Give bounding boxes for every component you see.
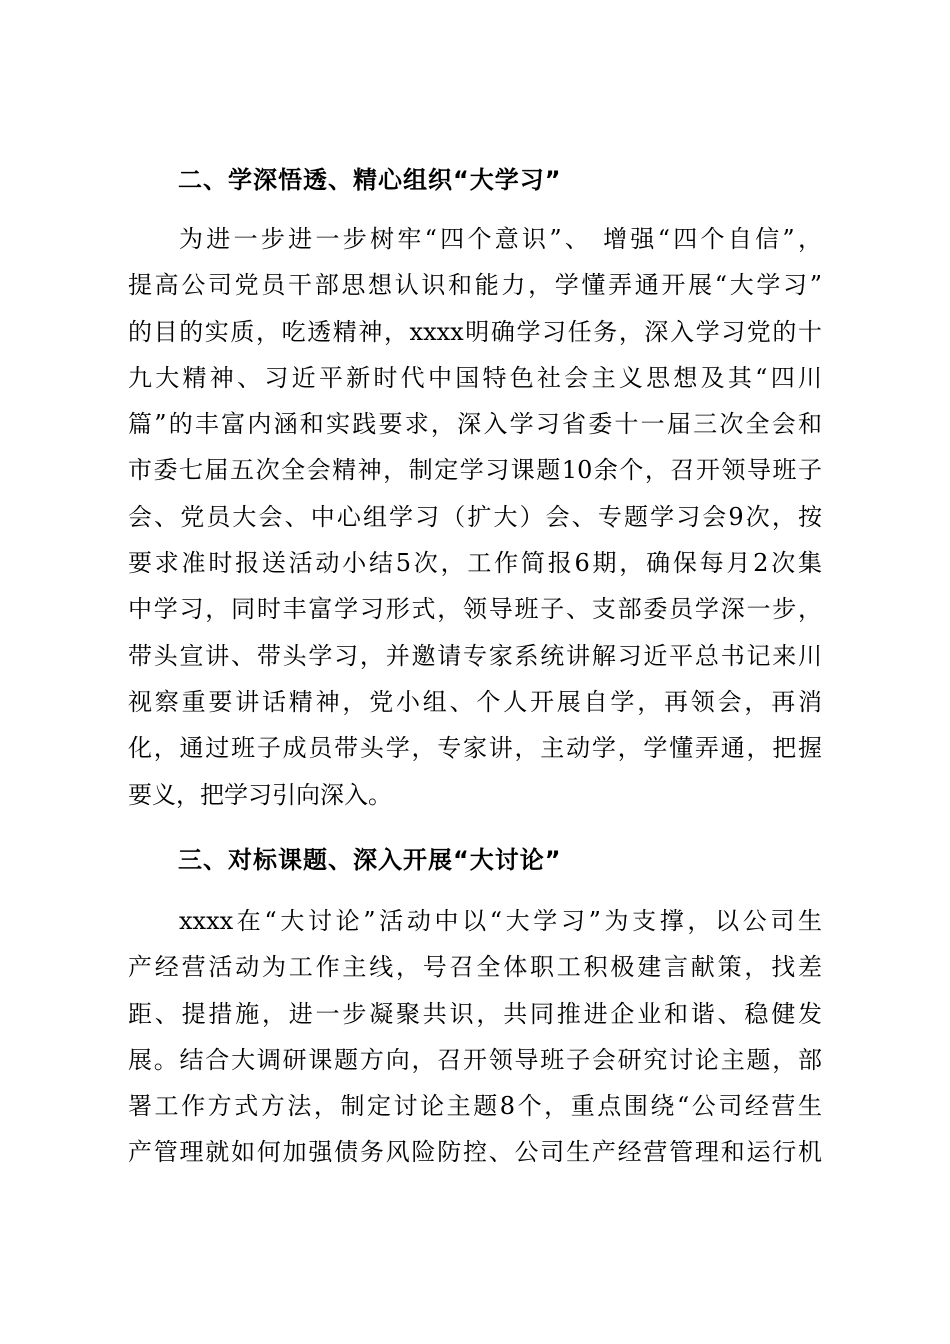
paragraph-line: 篇”的丰富内涵和实践要求，深入学习省委十一届三次全会和 <box>128 410 822 439</box>
paragraph-line: 展。结合大调研课题方向，召开领导班子会研究讨论主题，部 <box>128 1045 822 1074</box>
paragraph-line: 化，通过班子成员带头学，专家讲，主动学，学懂弄通，把握 <box>128 734 822 763</box>
section-3-paragraph <box>128 898 822 1176</box>
paragraph-line: 为进一步进一步树牢“四个意识”、 增强“四个自信”， <box>179 225 822 253</box>
paragraph-line: 署工作方式方法，制定讨论主题8个，重点围绕“公司经营生 <box>128 1092 822 1121</box>
paragraph-line: 产管理就如何加强债务风险防控、公司生产经营管理和运行机 <box>128 1138 822 1167</box>
paragraph-line: 要义，把学习引向深入。 <box>128 780 392 809</box>
paragraph-line: 市委七届五次全会精神，制定学习课题10余个，召开领导班子 <box>128 456 822 485</box>
section-2-heading: 二、学深悟透、精心组织“大学习” <box>178 166 562 194</box>
paragraph-line: xxxx在“大讨论”活动中以“大学习”为支撑，以公司生 <box>179 907 822 935</box>
paragraph-line: 中学习，同时丰富学习形式，领导班子、支部委员学深一步， <box>128 595 822 624</box>
paragraph-line: 距、提措施，进一步凝聚共识，共同推进企业和谐、稳健发 <box>128 999 822 1028</box>
paragraph-line: 产经营活动为工作主线，号召全体职工积极建言献策，找差 <box>128 953 822 982</box>
paragraph-line: 提高公司党员干部思想认识和能力，学懂弄通开展“大学习” <box>128 271 822 300</box>
paragraph-line: 要求准时报送活动小结5次，工作简报6期，确保每月2次集 <box>128 549 822 578</box>
section-3-heading: 三、对标课题、深入开展“大讨论” <box>178 846 562 874</box>
paragraph-line: 的目的实质，吃透精神，xxxx明确学习任务，深入学习党的十 <box>128 317 822 346</box>
section-2-paragraph <box>128 216 822 818</box>
paragraph-line: 带头宣讲、带头学习，并邀请专家系统讲解习近平总书记来川 <box>128 641 822 670</box>
paragraph-line: 会、党员大会、中心组学习（扩大）会、专题学习会9次，按 <box>128 502 822 531</box>
paragraph-line: 视察重要讲话精神，党小组、个人开展自学，再领会，再消 <box>128 687 822 716</box>
paragraph-line: 九大精神、习近平新时代中国特色社会主义思想及其“四川 <box>128 363 822 392</box>
